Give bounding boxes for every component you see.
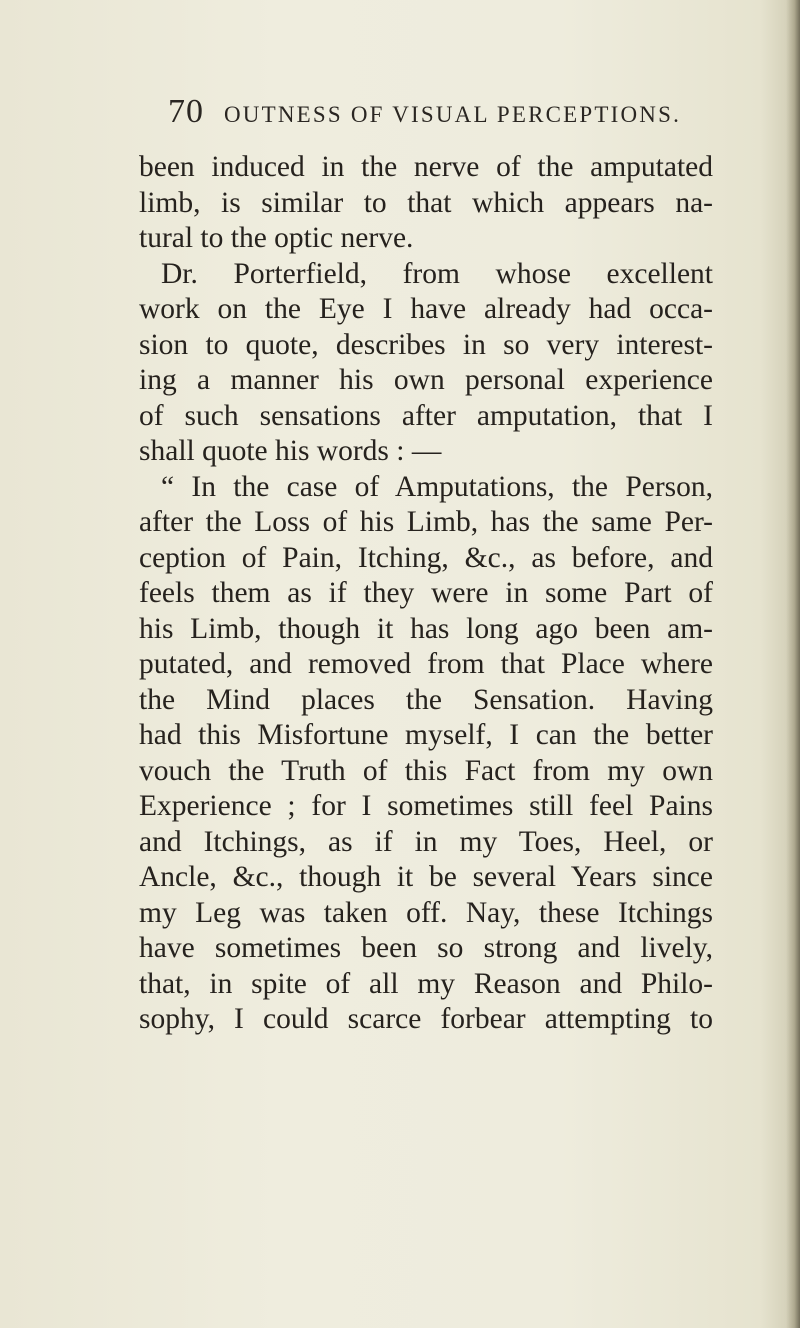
- text-line: Experience ; for I sometimes still feel Pains: [139, 790, 713, 822]
- text-line: been induced in the nerve of the amputated: [139, 151, 713, 183]
- text-line: Dr. Porterfield, from whose excellent: [161, 257, 713, 290]
- running-head: [168, 93, 688, 137]
- text-line: vouch the Truth of this Fact from my own: [139, 754, 713, 787]
- text-line: ing a manner his own personal experience: [139, 364, 713, 396]
- text-line: his Limb, though it has long ago been am-: [139, 612, 713, 645]
- text-line: ception of Pain, Itching, &c., as before, and: [139, 541, 713, 574]
- text-line: “ In the case of Amputations, the Person,: [161, 470, 713, 503]
- text-line: have sometimes been so strong and lively,: [139, 932, 713, 964]
- text-line: tural to the optic nerve.: [139, 222, 414, 254]
- text-line: of such sensations after amputation, that I: [139, 399, 713, 432]
- page-number: 70: [168, 93, 204, 130]
- text-line: my Leg was taken off. Nay, these Itchings: [139, 896, 713, 929]
- text-line: after the Loss of his Limb, has the same Per-: [139, 506, 713, 538]
- text-line: limb, is similar to that which appears na-: [139, 186, 713, 219]
- text-line: the Mind places the Sensation. Having: [139, 683, 713, 716]
- text-line: and Itchings, as if in my Toes, Heel, or: [139, 825, 713, 858]
- text-line: feels them as if they were in some Part of: [139, 577, 713, 609]
- text-line: that, in spite of all my Reason and Philo-: [139, 967, 713, 1000]
- text-line: sion to quote, describes in so very interest-: [139, 328, 713, 361]
- running-head-title: OUTNESS OF VISUAL PERCEPTIONS.: [224, 102, 682, 127]
- page-edge-shadow: [786, 0, 800, 1328]
- text-line: work on the Eye I have already had occa-: [139, 293, 713, 325]
- text-line: sophy, I could scarce forbear attempting to: [139, 1003, 713, 1035]
- text-line: Ancle, &c., though it be several Years since: [139, 861, 713, 893]
- text-line: shall quote his words : —: [139, 435, 442, 467]
- text-line: had this Misfortune myself, I can the better: [139, 719, 713, 751]
- body-text: [139, 150, 719, 1038]
- text-line: putated, and removed from that Place where: [139, 648, 713, 680]
